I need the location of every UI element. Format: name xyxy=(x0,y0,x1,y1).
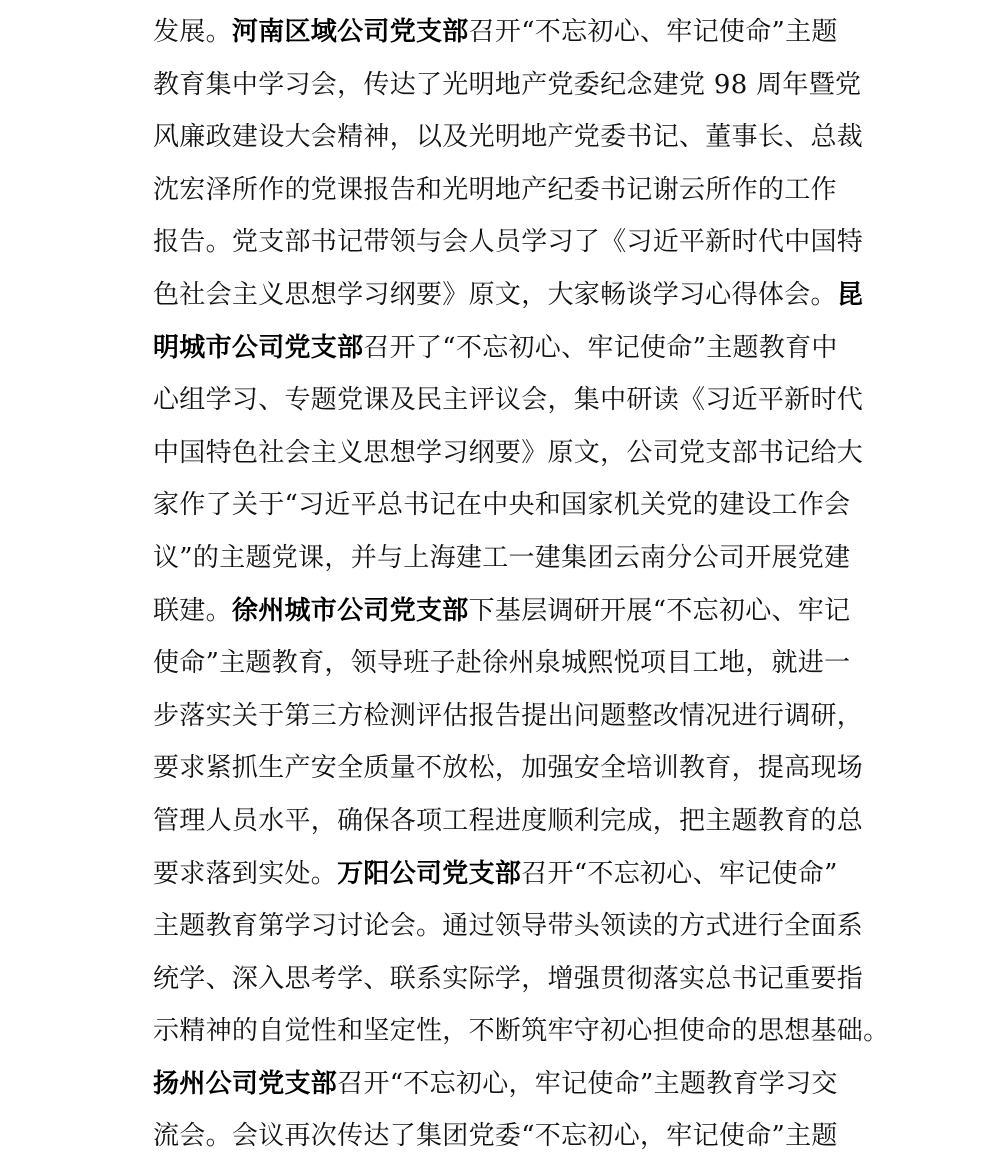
text-run: 召开了“不忘初心、牢记使命”主题教育中 xyxy=(363,332,838,363)
text-line xyxy=(153,900,893,953)
text-line xyxy=(153,216,893,269)
text-line xyxy=(153,374,893,427)
text-run: 管理人员水平，确保各项工程进度顺利完成，把主题教育的总 xyxy=(153,805,864,836)
text-line xyxy=(153,742,893,795)
text-line xyxy=(153,111,893,164)
text-run: 议”的主题党课，并与上海建工一建集团云南分公司开展党建 xyxy=(153,542,851,573)
text-line xyxy=(153,59,893,112)
text-line xyxy=(153,1110,893,1163)
text-line xyxy=(153,585,893,638)
text-line xyxy=(153,1058,893,1111)
text-line xyxy=(153,795,893,848)
text-run: 报告。党支部书记带领与会人员学习了《习近平新时代中国特 xyxy=(153,227,864,258)
text-run: 统学、深入思考学、联系实际学，增强贯彻落实总书记重要指 xyxy=(153,963,864,994)
text-line xyxy=(153,848,893,901)
text-run: 步落实关于第三方检测评估报告提出问题整改情况进行调研， xyxy=(153,700,864,731)
body-text xyxy=(153,6,893,1163)
bold-branch-name: 明城市公司党支部 xyxy=(153,332,364,363)
bold-branch-name: 河南区域公司党支部 xyxy=(231,17,469,47)
bold-branch-name: 徐州城市公司党支部 xyxy=(231,595,469,626)
text-line xyxy=(153,953,893,1006)
text-run: 使命”主题教育，领导班子赴徐州泉城熙悦项目工地，就进一 xyxy=(153,648,851,679)
text-run: 召开“不忘初心、牢记使命”主题 xyxy=(468,17,838,47)
text-line xyxy=(153,637,893,690)
text-run: 风廉政建设大会精神，以及光明地产党委书记、董事长、总裁 xyxy=(153,122,864,153)
text-run: 色社会主义思想学习纲要》原文，大家畅谈学习心得体会。 xyxy=(153,279,837,310)
text-run: 沈宏泽所作的党课报告和光明地产纪委书记谢云所作的工作 xyxy=(153,174,837,205)
text-line xyxy=(153,164,893,217)
text-run: 中国特色社会主义思想学习纲要》原文，公司党支部书记给大 xyxy=(153,437,864,468)
bold-branch-name: 万阳公司党支部 xyxy=(337,858,522,889)
text-line xyxy=(153,479,893,532)
text-line xyxy=(153,6,893,59)
text-run: 示精神的自觉性和坚定性，不断筑牢守初心担使命的思想基础。 xyxy=(153,1016,890,1047)
text-run: 教育集中学习会，传达了光明地产党委纪念建党 98 周年暨党 xyxy=(153,69,862,100)
text-run: 召开“不忘初心，牢记使命”主题教育学习交 xyxy=(337,1068,838,1099)
text-line xyxy=(153,269,893,322)
bold-branch-name: 昆 xyxy=(836,279,864,310)
text-line xyxy=(153,690,893,743)
text-line xyxy=(153,322,893,375)
text-run: 流会。会议再次传达了集团党委“不忘初心，牢记使命”主题 xyxy=(153,1121,838,1152)
text-run: 下基层调研开展“不忘初心、牢记 xyxy=(468,595,851,626)
text-line xyxy=(153,427,893,480)
text-run: 要求紧抓生产安全质量不放松，加强安全培训教育，提高现场 xyxy=(153,753,864,784)
text-run: 发展。 xyxy=(153,17,232,47)
text-run: 主题教育第学习讨论会。通过领导带头领读的方式进行全面系 xyxy=(153,911,864,942)
text-run: 联建。 xyxy=(153,595,232,626)
text-line xyxy=(153,1005,893,1058)
text-line xyxy=(153,532,893,585)
text-run: 家作了关于“习近平总书记在中央和国家机关党的建设工作会 xyxy=(153,490,851,521)
bold-branch-name: 扬州公司党支部 xyxy=(153,1068,338,1099)
text-run: 要求落到实处。 xyxy=(153,858,338,889)
text-run: 心组学习、专题党课及民主评议会，集中研读《习近平新时代 xyxy=(153,385,864,416)
text-run: 召开“不忘初心、牢记使命” xyxy=(521,858,838,889)
